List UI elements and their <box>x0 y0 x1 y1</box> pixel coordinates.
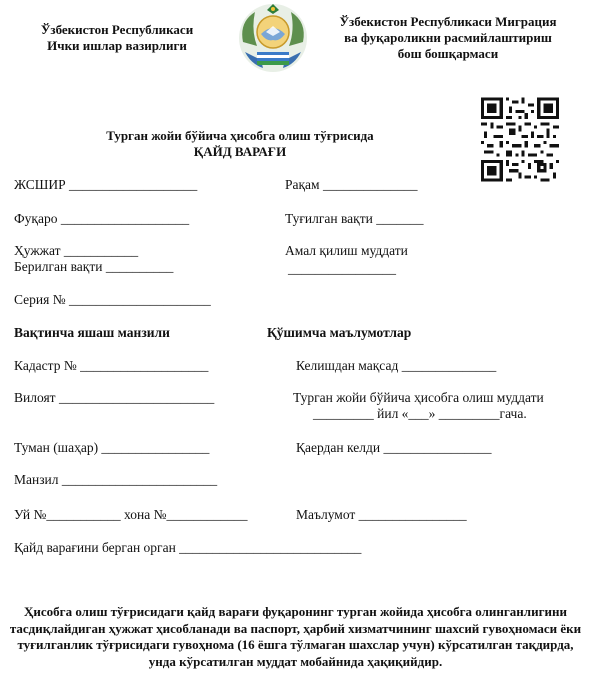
field-manzil: Манзил _______________________ <box>14 472 218 487</box>
field-uy: Уй №___________ хона №____________ <box>14 507 248 522</box>
field-seriya: Серия № _____________________ <box>14 292 211 307</box>
field-raqam: Рақам ______________ <box>285 177 418 192</box>
issuer-right-line3: бош бошқармаси <box>397 46 499 61</box>
field-muddat-line1: Турган жойи бўйича ҳисобга олиш муддати <box>293 390 544 405</box>
field-malumot: Маълумот ________________ <box>296 507 467 522</box>
document-title <box>60 128 420 160</box>
field-kadastr: Кадастр № ___________________ <box>14 358 209 373</box>
field-berilgan: Берилган вақти __________ <box>14 259 174 274</box>
field-tugilgan: Туғилган вақти _______ <box>285 211 424 226</box>
section-temporary-address: Вақтинча яшаш манзили <box>14 325 170 340</box>
state-emblem-icon <box>233 2 313 74</box>
issuer-left-line2: Ички ишлар вазирлиги <box>47 38 187 53</box>
field-hujjat: Ҳужжат ___________ <box>14 243 139 258</box>
issuer-left <box>22 22 212 54</box>
field-tuman: Туман (шаҳар) ________________ <box>14 440 210 455</box>
field-qaerdan: Қаердан келди ________________ <box>296 440 492 455</box>
field-fuqaro: Фуқаро ___________________ <box>14 211 190 226</box>
issuer-right <box>318 14 578 62</box>
field-viloyat: Вилоят _______________________ <box>14 390 215 405</box>
issuer-right-line2: ва фуқароликни расмийлаштириш <box>344 30 552 45</box>
section-additional-info: Қўшимча маълумотлар <box>267 325 412 340</box>
title-line1: Турган жойи бўйича ҳисобга олиш тўғрисида <box>106 128 374 143</box>
footer-note: Ҳисобга олиш тўғрисидаги қайд варағи фуқаронинг турган жойида ҳисобга олинганлигини тасдиқлайдиган ҳужжат ҳисобланади ва паспорт, ҳарбий хизматчининг шахсий гувоҳномаси ёки туғилганлик тўғрисидаги гувоҳнома (16 ёшга тўлмаган шахслар учун) кўрсатилган тақдирда, унда кўрсатилган муддат мобайнида ҳақиқийдир. <box>9 604 582 669</box>
issuer-right-line1: Ўзбекистон Республикаси Миграция <box>339 14 557 29</box>
field-amal-line: ________________ <box>288 261 396 276</box>
field-amal: Амал қилиш муддати <box>285 243 408 258</box>
title-line2: ҚАЙД ВАРАҒИ <box>193 144 287 159</box>
field-kelishdan: Келишдан мақсад ______________ <box>296 358 497 373</box>
qr-code-icon <box>481 97 559 182</box>
issuer-left-line1: Ўзбекистон Республикаси <box>40 22 194 37</box>
field-muddat-line2: _________ йил «___» _________гача. <box>313 406 527 421</box>
field-jshshir: ЖСШИР ___________________ <box>14 177 198 192</box>
field-organ: Қайд варағини берган орган ___________________________ <box>14 540 362 555</box>
